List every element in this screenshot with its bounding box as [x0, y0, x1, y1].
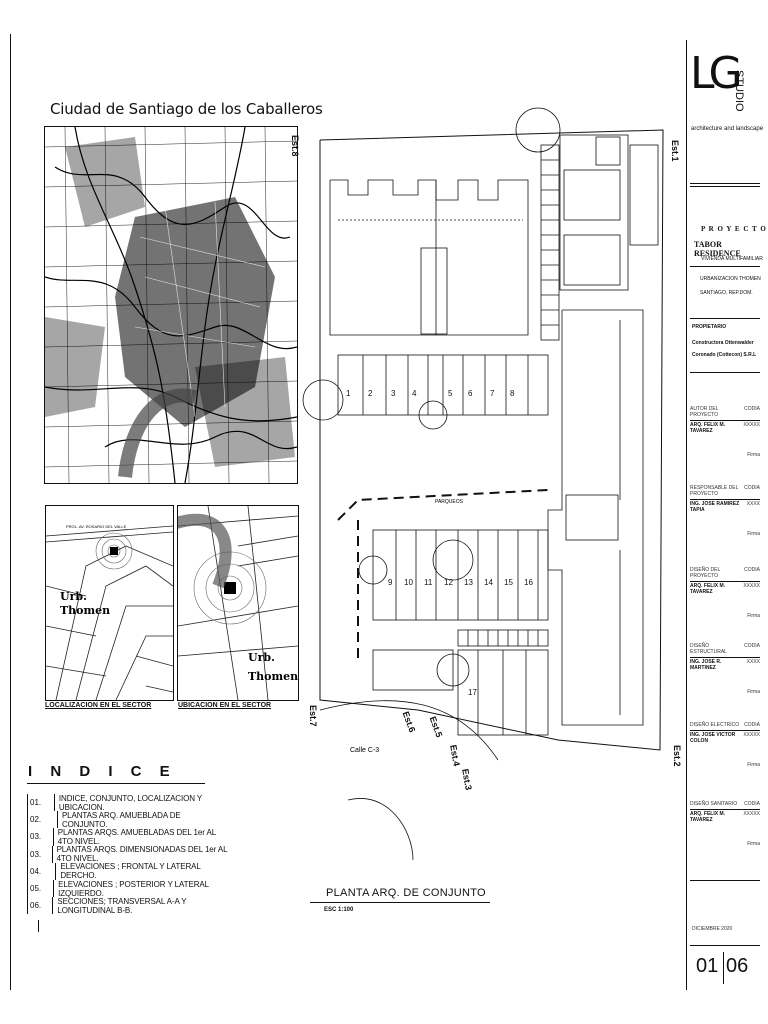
indice-num: 02. [28, 811, 58, 828]
role-code: XXXXX [743, 422, 760, 428]
project-name: TABOR RESIDENCE [694, 240, 741, 258]
indice-text: SECCIONES; TRANSVERSAL A-A Y LONGITUDINAL B-B. [57, 896, 187, 915]
svg-text:5: 5 [448, 389, 453, 398]
sheet-number: 01 [696, 955, 719, 977]
role-code: XXXX [746, 659, 760, 665]
svg-text:15: 15 [504, 578, 513, 587]
svg-text:11: 11 [424, 578, 433, 587]
role-block [690, 567, 760, 619]
role-code-label: CODIA [744, 801, 760, 807]
urb-right-line2: Thomen [248, 670, 298, 683]
firma-label: Firma [747, 689, 760, 695]
role-code: XXXXX [743, 583, 760, 589]
indice-item [28, 863, 228, 880]
svg-text:2: 2 [368, 389, 373, 398]
indice-list [27, 794, 228, 914]
role-block [690, 485, 760, 537]
indice-item [28, 897, 228, 914]
svg-text:16: 16 [524, 578, 533, 587]
localizacion-label: LOCALIZACION EN EL SECTOR [45, 702, 152, 709]
tb-rule [690, 266, 760, 267]
role-code-label: CODIA [744, 722, 760, 728]
indice-num: 03. [28, 828, 54, 845]
sheet-divider [723, 952, 724, 984]
street-label: PROL. AV. ROSARIO DEL VALLE [66, 524, 127, 529]
svg-text:13: 13 [464, 578, 473, 587]
plan-title: PLANTA ARQ. DE CONJUNTO [326, 887, 486, 899]
tb-rule [690, 318, 760, 319]
propietario-label: PROPIETARIO [692, 324, 727, 330]
role-code-label: CODIA [744, 485, 760, 491]
sheet-total: 06 [726, 955, 749, 977]
indice-item [28, 794, 228, 811]
site-plan [298, 100, 686, 860]
indice-title: I N D I C E [28, 763, 177, 780]
svg-text:10: 10 [404, 578, 413, 587]
indice-text: ELEVACIONES ; POSTERIOR Y LATERAL IZQUIERDO. [58, 879, 209, 898]
firma-label: Firma [747, 531, 760, 537]
date: DICIEMBRE 2020 [692, 926, 733, 932]
propietario-line1: Constructora Ottenwalder [692, 340, 754, 346]
role-name: ING. JOSE R. MARTINEZ [690, 659, 722, 671]
role-title: DISEÑO ESTRUCTURAL [690, 643, 727, 655]
indice-item [28, 880, 228, 897]
tb-rule [690, 880, 760, 881]
station-label: Est.7 [308, 705, 318, 727]
indice-tail-line [38, 920, 39, 932]
role-code: XXXXX [743, 811, 760, 817]
ubicacion-label: UBICACION EN EL SECTOR [178, 702, 272, 709]
indice-item [28, 811, 228, 828]
svg-text:12: 12 [444, 578, 453, 587]
station-label: Est.4 [448, 744, 462, 767]
svg-text:6: 6 [468, 389, 473, 398]
location-2: SANTIAGO, REP.DOM. [700, 290, 753, 296]
svg-text:8: 8 [510, 389, 515, 398]
role-block [690, 643, 760, 695]
role-title: RESPONSABLE DEL PROYECTO [690, 485, 739, 497]
svg-text:17: 17 [468, 688, 477, 697]
plan-title-underline [310, 902, 490, 903]
indice-text: INDICE, CONJUNTO, LOCALIZACION Y UBICACION. [58, 793, 202, 812]
role-code-label: CODIA [744, 567, 760, 573]
urb-label-line2: Thomen [60, 604, 111, 617]
svg-text:14: 14 [484, 578, 493, 587]
station-label: Est.2 [672, 745, 682, 767]
urb-right-line1: Urb. [248, 651, 275, 664]
role-code: XXXX [746, 501, 760, 507]
station-label: Est.1 [670, 140, 680, 162]
role-name: ARQ. FELIX M. TAVAREZ [690, 422, 725, 434]
tb-rule [690, 372, 760, 373]
project-type: VIVIENDA MULTIFAMILIAR [701, 256, 763, 262]
station-label: Est.6 [400, 710, 418, 734]
logo-studio: STUDIO [733, 70, 745, 112]
role-block [690, 406, 760, 458]
role-title: DISEÑO ELECTRICO [690, 722, 740, 728]
role-name: ING. JOSE VICTOR COLON [690, 732, 736, 744]
station-label: Est.8 [290, 135, 300, 157]
indice-item [28, 846, 228, 863]
sector-map-left [45, 505, 174, 701]
indice-num: 03. [28, 846, 53, 863]
tb-rule [690, 945, 760, 946]
map-title: Ciudad de Santiago de los Caballeros [50, 100, 323, 118]
indice-num: 01. [28, 794, 55, 811]
indice-text: ELEVACIONES ; FRONTAL Y LATERAL DERCHO. [60, 862, 201, 881]
indice-text: PLANTAS ARQS. AMUEBLADAS DEL 1er AL 4TO NIVEL. [57, 827, 216, 846]
proyecto-label: P R O Y E C T O [701, 225, 767, 233]
logo-letters: LG [690, 48, 737, 99]
firma-label: Firma [747, 762, 760, 768]
left-frame-line [10, 34, 11, 990]
role-code: XXXXX [743, 732, 760, 738]
role-title: DISEÑO SANITARIO [690, 801, 738, 807]
indice-num: 06. [28, 897, 53, 914]
indice-underline [27, 783, 205, 784]
role-name: ARQ. FELIX M. TAVAREZ [690, 811, 725, 823]
role-code-label: CODIA [744, 406, 760, 412]
svg-text:9: 9 [388, 578, 393, 587]
indice-item [28, 828, 228, 845]
role-code-label: CODIA [744, 643, 760, 649]
svg-text:1: 1 [346, 389, 351, 398]
sector-map-right [177, 505, 299, 701]
svg-text:4: 4 [412, 389, 417, 398]
indice-num: 04. [28, 863, 56, 880]
city-map [44, 126, 298, 484]
tb-rule [690, 183, 760, 184]
station-label: Est.5 [427, 715, 445, 739]
location-1: URBANIZACION THOMEN [700, 276, 761, 282]
logo-tagline: architecture and landscape [691, 126, 764, 132]
role-title: AUTOR DEL PROYECTO [690, 406, 719, 418]
firma-label: Firma [747, 613, 760, 619]
titleblock-divider [686, 40, 687, 990]
svg-text:3: 3 [391, 389, 396, 398]
street-name: Calle C-3 [350, 747, 380, 754]
svg-text:7: 7 [490, 389, 495, 398]
indice-text: PLANTAS ARQ. AMUEBLADA DE CONJUNTO. [61, 810, 181, 829]
role-block [690, 801, 760, 847]
tb-rule [690, 186, 760, 187]
plan-scale: ESC 1:100 [324, 907, 354, 913]
firma-label: Firma [747, 452, 760, 458]
indice-text: PLANTAS ARQS. DIMENSIONADAS DEL 1er AL 4TO NIVEL. [56, 845, 228, 864]
parking-label: PARQUEOS [435, 499, 463, 505]
role-name: ARQ. FELIX M. TAVAREZ [690, 583, 725, 595]
role-title: DISEÑO DEL PROYECTO [690, 567, 721, 579]
propietario-line2: Coronado (Cottecon) S.R.L [692, 352, 757, 358]
firma-label: Firma [747, 841, 760, 847]
station-label: Est.3 [460, 768, 474, 791]
urb-label-line1: Urb. [60, 590, 87, 603]
indice-num: 05. [28, 880, 54, 897]
role-name: ING. JOSE RAMIREZ TAPIA [690, 501, 740, 513]
role-block [690, 722, 760, 768]
